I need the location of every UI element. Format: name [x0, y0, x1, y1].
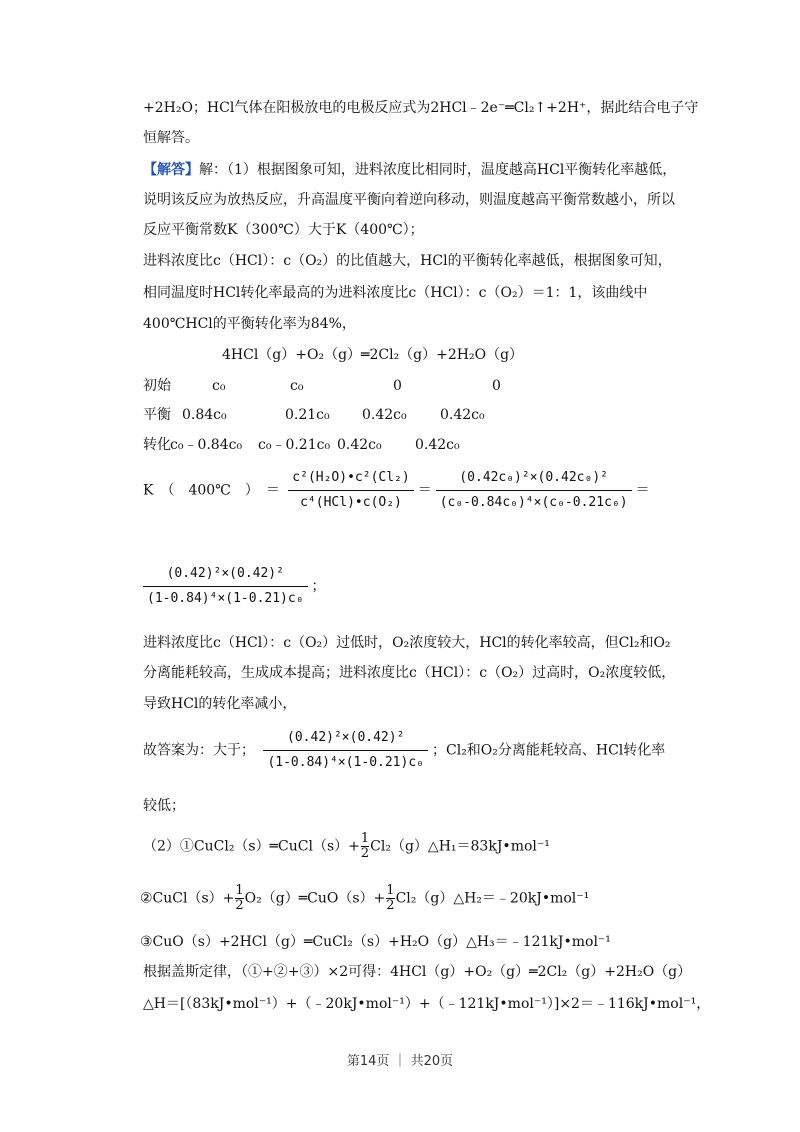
text-span: ；	[311, 578, 326, 595]
text-span: ；Cl₂和O₂分离能耗较高、HCl转化率	[432, 742, 666, 759]
table-cell: 0.42c₀	[415, 437, 460, 453]
numerator: 1	[360, 831, 370, 846]
equals-sign: ＝	[417, 482, 432, 499]
table-cell: 初始	[143, 378, 171, 394]
text-line	[143, 160, 676, 180]
text-line: 分离能耗较高，生成成本提高；进料浓度比c（HCl）：c（O₂）过高时，O₂浓度较低，	[143, 665, 676, 681]
numerator: 1	[235, 883, 244, 898]
text-span: （2）①CuCl₂（s）═CuCl（s）+	[143, 838, 360, 855]
table-cell: 0	[393, 378, 402, 394]
denominator: 2	[360, 846, 370, 861]
table-cell: c₀﹣0.84c₀	[170, 437, 243, 453]
table-cell: 转化	[143, 437, 171, 453]
text-line: +2H₂O；HCl气体在阳极放电的电极反应式为2HCl﹣2e⁻═Cl₂↑+2H⁺，据此结合电子守	[143, 100, 699, 116]
reaction-2	[140, 884, 589, 913]
denominator: (1-0.84)⁴×(1-0.21)c₀	[263, 750, 428, 773]
text-span: Cl₂（g）△H₂＝﹣20kJ•mol⁻¹	[395, 890, 590, 907]
table-cell: 0.42c₀	[337, 437, 382, 453]
table-cell: c₀	[212, 378, 226, 394]
answer-line	[143, 728, 665, 773]
text-span: ②CuCl（s）+	[140, 890, 235, 907]
text-span: 故答案为：大于；	[143, 742, 255, 759]
text-line: 说明该反应为放热反应，升高温度平衡向着逆向移动，则温度越高平衡常数越小，所以	[143, 192, 675, 208]
page-footer: 第14页 ｜ 共20页	[346, 1054, 454, 1069]
text-line: 较低；	[143, 798, 185, 814]
text-line: 相同温度时HCl转化率最高的为进料浓度比c（HCl）：c（O₂）＝1：1，该曲线中	[143, 285, 648, 301]
table-cell: 0.42c₀	[440, 407, 485, 423]
text-line: 恒解答。	[143, 130, 199, 146]
text-line: 根据盖斯定律，（①+②+③）×2可得：4HCl（g）+O₂（g）═2Cl₂（g）+2H₂O（g）	[143, 964, 692, 980]
fraction	[288, 468, 413, 513]
denominator: (1-0.84)⁴×(1-0.21)c₀	[143, 586, 308, 609]
text-line: 导致HCl的转化率减小，	[143, 696, 297, 712]
table-cell: 0.21c₀	[285, 407, 330, 423]
text-span: Cl₂（g）△H₁＝83kJ•mol⁻¹	[370, 838, 550, 855]
table-cell: 平衡	[143, 407, 171, 423]
reaction-1	[143, 832, 550, 861]
k-label: K （ 400℃ ） ＝	[143, 482, 280, 499]
fraction	[143, 564, 308, 609]
numerator: 1	[386, 883, 395, 898]
text-span: 解：（1）根据图象可知，进料浓度比相同时，温度越高HCl平衡转化率越低，	[199, 162, 677, 178]
table-cell: 0.42c₀	[362, 407, 407, 423]
reaction-equation: 4HCl（g）+O₂（g）═2Cl₂（g）+2H₂O（g）	[222, 347, 524, 363]
numerator: c²(H₂O)•c²(Cl₂)	[292, 470, 410, 485]
denominator: c⁴(HCl)•c(O₂)	[288, 490, 413, 513]
text-line: 400℃HCl的平衡转化率为84%，	[143, 316, 356, 332]
table-cell: c₀	[290, 378, 304, 394]
text-line: 反应平衡常数K（300℃）大于K（400℃）；	[143, 222, 424, 238]
fraction	[263, 728, 428, 773]
denominator: 2	[235, 898, 244, 913]
half-fraction	[386, 884, 394, 913]
table-cell: 0.84c₀	[182, 407, 227, 423]
fraction	[436, 468, 632, 513]
half-fraction	[235, 884, 243, 913]
denominator: 2	[386, 898, 395, 913]
k-expression	[143, 468, 650, 513]
answer-tag: 【解答】	[143, 162, 199, 178]
numerator: (0.42)²×(0.42)²	[166, 566, 284, 581]
numerator: (0.42c₀)²×(0.42c₀)²	[459, 470, 608, 485]
numerator: (0.42)²×(0.42)²	[287, 730, 405, 745]
k-expression-cont	[143, 564, 326, 609]
text-line: △H＝[（83kJ•mol⁻¹）+（﹣20kJ•mol⁻¹）+（﹣121kJ•mol⁻¹）]×2＝﹣116kJ•mol⁻¹，	[143, 996, 711, 1012]
text-span: O₂（g）═CuO（s）+	[244, 890, 386, 907]
reaction-3: ③CuO（s）+2HCl（g）═CuCl₂（s）+H₂O（g）△H₃＝﹣121kJ•mol⁻¹	[140, 934, 611, 950]
half-fraction	[361, 832, 369, 861]
table-cell: c₀﹣0.21c₀	[258, 437, 331, 453]
table-cell: 0	[492, 378, 501, 394]
text-line: 进料浓度比c（HCl）：c（O₂）过低时，O₂浓度较大，HCl的转化率较高，但Cl₂和O₂	[143, 635, 671, 651]
equals-sign: ＝	[635, 482, 650, 499]
denominator: (c₀-0.84c₀)⁴×(c₀-0.21c₀)	[436, 490, 632, 513]
text-line: 进料浓度比c（HCl）：c（O₂）的比值越大，HCl的平衡转化率越低，根据图象可知，	[143, 253, 672, 269]
